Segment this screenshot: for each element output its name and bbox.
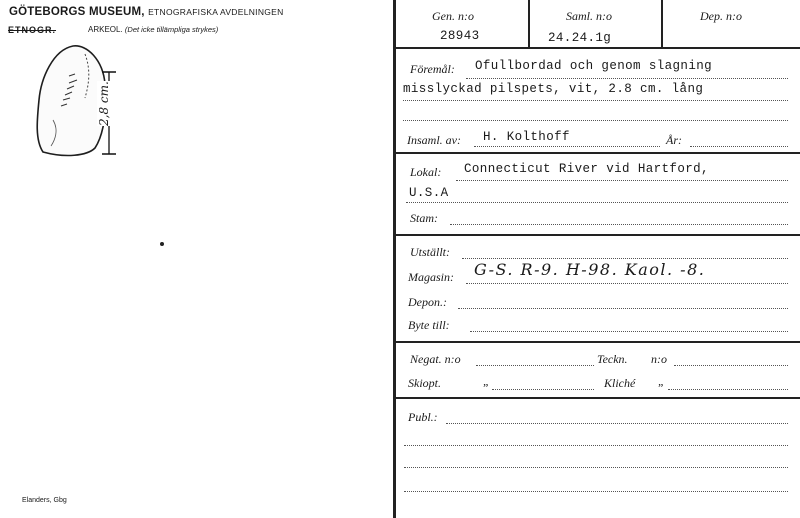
magasin-line bbox=[466, 283, 788, 284]
foremal-label: Föremål: bbox=[410, 62, 455, 76]
header-divider-1 bbox=[528, 0, 530, 48]
kliche-line bbox=[668, 389, 788, 390]
insaml-label: Insaml. av: bbox=[407, 133, 461, 147]
foremal-text-1: Ofullbordad och genom slagning bbox=[475, 59, 713, 73]
publ-line-4 bbox=[404, 491, 788, 492]
dep-number-label: Dep. n:o bbox=[700, 9, 742, 23]
lokal-text-2: U.S.A bbox=[409, 186, 449, 200]
publ-line-2 bbox=[404, 445, 788, 446]
publ-line-1 bbox=[446, 423, 788, 424]
skiopt-label: Skiopt. bbox=[408, 376, 441, 390]
stray-mark bbox=[160, 242, 164, 246]
section-rule-1 bbox=[395, 152, 800, 154]
year-line bbox=[690, 146, 788, 147]
insaml-line bbox=[474, 146, 660, 147]
kliche-ditto: „ bbox=[658, 374, 665, 388]
printer-imprint: Elanders, Gbg bbox=[22, 497, 67, 504]
measurement-label: 2,8 cm. bbox=[97, 81, 111, 126]
teckn-number-label: n:o bbox=[651, 352, 667, 366]
utstallt-line bbox=[462, 258, 788, 259]
magasin-label: Magasin: bbox=[408, 270, 454, 284]
lokal-line-2 bbox=[406, 202, 788, 203]
stam-line bbox=[450, 224, 788, 225]
arkeol-label bbox=[88, 25, 218, 34]
struck-out-label: ETNOGR. bbox=[8, 25, 57, 35]
saml-number-value: 24.24.1g bbox=[548, 31, 612, 45]
lokal-text-1: Connecticut River vid Hartford, bbox=[464, 162, 709, 176]
lokal-label: Lokal: bbox=[410, 165, 442, 179]
gen-number-value: 28943 bbox=[440, 29, 480, 43]
card-left-border bbox=[393, 0, 396, 518]
arkeol-text: ARKEOL. bbox=[88, 25, 123, 34]
header-rule bbox=[395, 47, 800, 49]
arkeol-note: (Det icke tillämpliga strykes) bbox=[124, 25, 219, 34]
section-rule-2 bbox=[395, 234, 800, 236]
depon-line bbox=[458, 308, 788, 309]
gen-number-label: Gen. n:o bbox=[432, 9, 474, 23]
byte-line bbox=[470, 331, 788, 332]
skiopt-ditto: „ bbox=[483, 374, 490, 388]
lokal-line-1 bbox=[456, 180, 788, 181]
skiopt-line bbox=[492, 389, 594, 390]
negat-label: Negat. n:o bbox=[410, 352, 461, 366]
magasin-handwritten-value: G-S. R-9. H-98. Kaol. -8. bbox=[474, 260, 706, 279]
teckn-line bbox=[674, 365, 788, 366]
foremal-line-3 bbox=[403, 120, 788, 121]
publ-label: Publ.: bbox=[408, 410, 438, 424]
teckn-label: Teckn. bbox=[597, 352, 628, 366]
foremal-text-2: misslyckad pilspets, vit, 2.8 cm. lång bbox=[403, 82, 704, 96]
foremal-line-1 bbox=[466, 78, 788, 79]
utstallt-label: Utställt: bbox=[410, 245, 451, 259]
section-rule-3 bbox=[395, 341, 800, 343]
department-name: ETNOGRAFISKA AVDELNINGEN bbox=[148, 7, 284, 17]
year-label: År: bbox=[666, 133, 682, 147]
museum-title bbox=[9, 6, 284, 18]
kliche-label: Kliché bbox=[604, 376, 636, 390]
stam-label: Stam: bbox=[410, 211, 438, 225]
byte-label: Byte till: bbox=[408, 318, 450, 332]
publ-line-3 bbox=[404, 467, 788, 468]
foremal-line-2 bbox=[403, 100, 788, 101]
section-rule-4 bbox=[395, 397, 800, 399]
header-divider-2 bbox=[661, 0, 663, 48]
saml-number-label: Saml. n:o bbox=[566, 9, 612, 23]
museum-name: GÖTEBORGS MUSEUM, bbox=[9, 6, 145, 18]
negat-line bbox=[476, 365, 594, 366]
depon-label: Depon.: bbox=[408, 295, 447, 309]
insaml-value: H. Kolthoff bbox=[483, 130, 570, 144]
